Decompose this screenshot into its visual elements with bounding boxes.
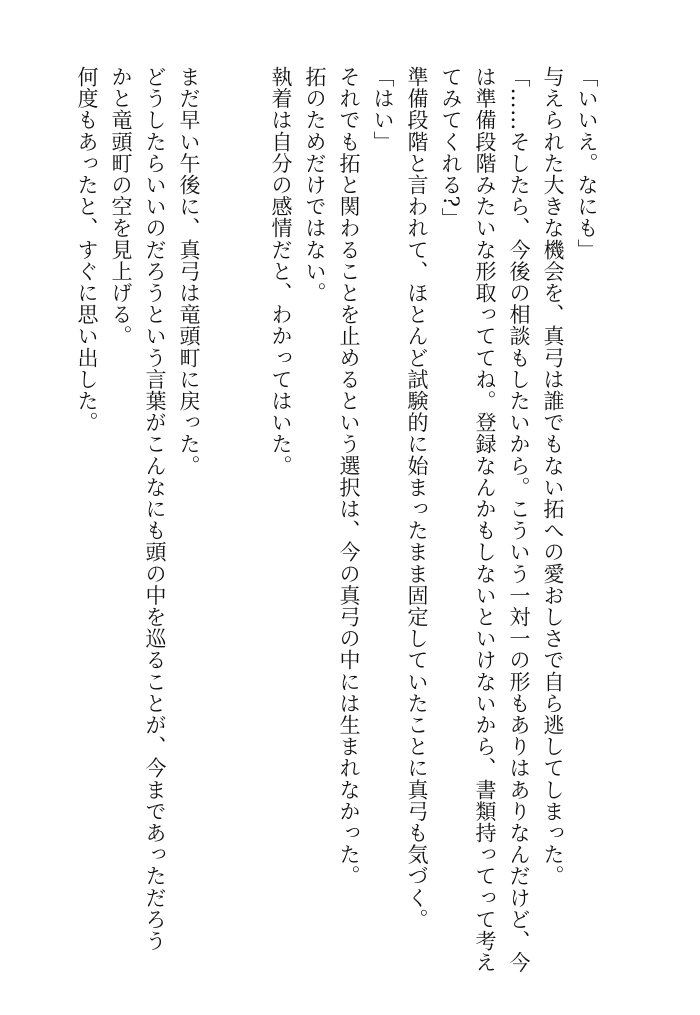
text-column-10: 執着は自分の感情だと、わかってはいた。 — [269, 66, 293, 477]
text-column-12: どうしたらいいのだろうという言葉がこんなにも頭の中を巡ることが、今まであっただろう — [143, 66, 167, 952]
text-column-4: は準備段階みたいな形取っててね。登録なんかもしないといけないから、書類持ってって考え — [473, 66, 497, 974]
text-column-8: それでも拓と関わることを止めるという選択は、今の真弓の中には生まれなかった。 — [337, 66, 361, 887]
text-column-9: 拓のためだけではない。 — [303, 66, 327, 304]
text-column-3: 「……そしたら、今後の相談もしたいから。こういう一対一の形もありはありなんだけど、今 — [507, 66, 531, 974]
text-column-11: まだ早い午後に、真弓は竜頭町に戻った。 — [177, 66, 201, 477]
text-column-7: 「はい」 — [371, 66, 395, 153]
text-column-2: 与えられた大きな機会を、真弓は誰でもない拓への愛おしさで自ら逃してしまった。 — [541, 66, 565, 887]
text-column-1: 「いいえ。なにも」 — [575, 66, 599, 261]
text-column-5: てみてくれる?」 — [439, 66, 463, 230]
text-column-14: 何度もあったと、すぐに思い出した。 — [75, 66, 99, 434]
text-column-13: かと竜頭町の空を見上げる。 — [109, 66, 133, 347]
text-column-6: 準備段階と言われて、ほとんど試験的に始まったまま固定していたことに真弓も気づく。 — [405, 66, 429, 930]
